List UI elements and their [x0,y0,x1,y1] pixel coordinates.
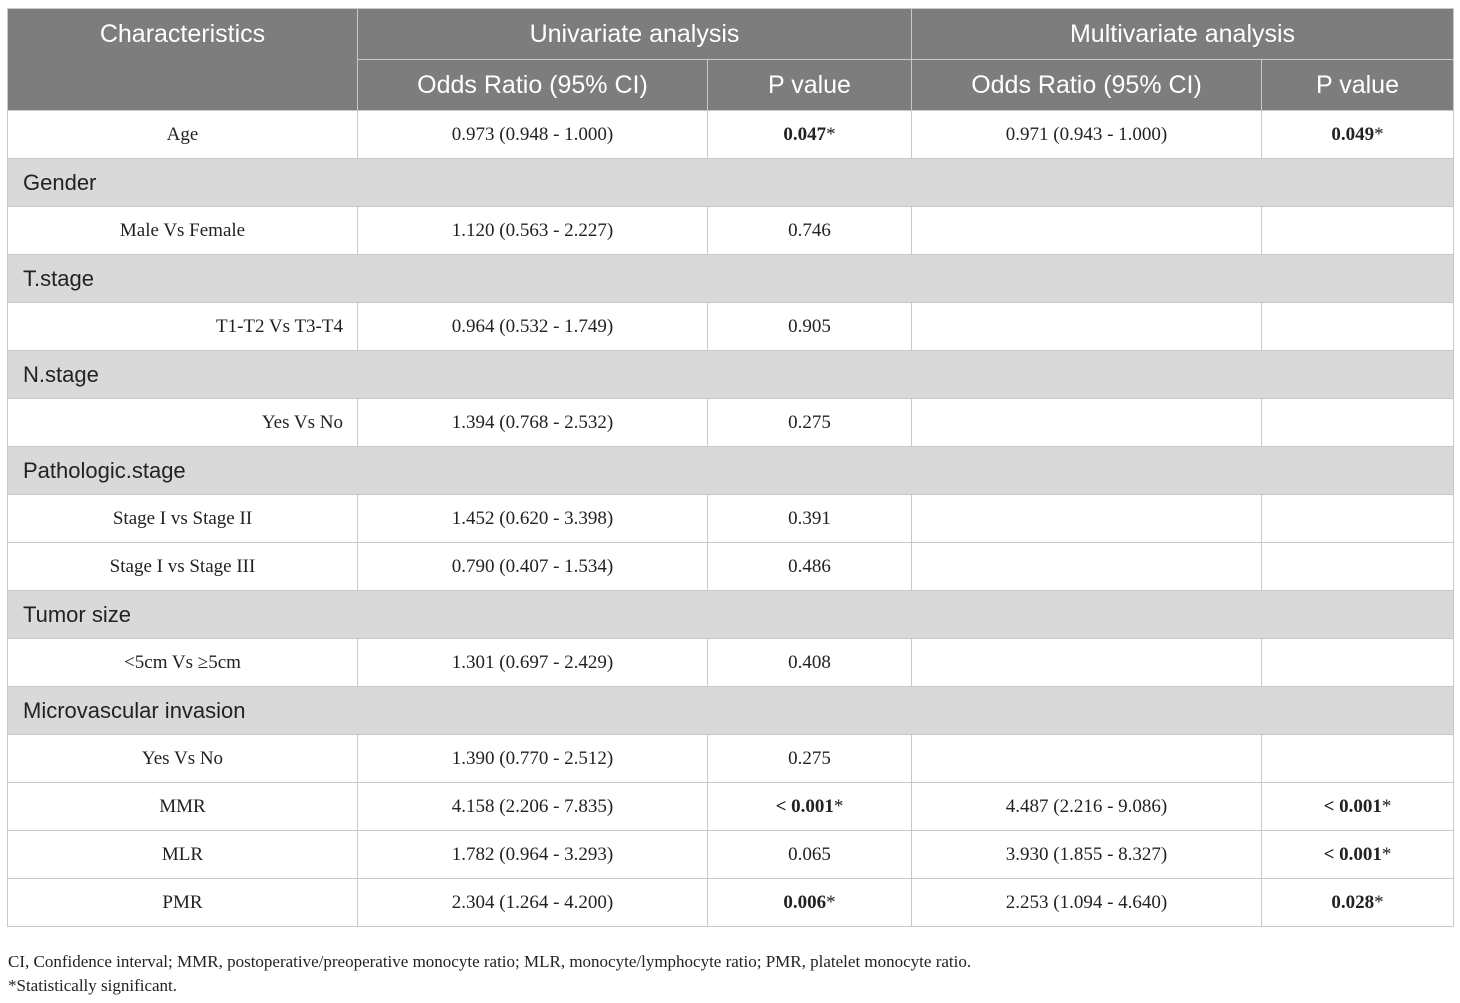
uni-odds-ratio-cell: 0.964 (0.532 - 1.749) [358,303,708,351]
significance-star: * [826,891,836,913]
multi-p-value-cell [1262,495,1454,543]
uni-odds-ratio-cell: 1.452 (0.620 - 3.398) [358,495,708,543]
uni-p-value-cell [708,495,912,543]
row-label: Stage I vs Stage II [8,495,358,543]
multi-p-value-cell [1262,207,1454,255]
significance-star: * [1381,843,1392,865]
header-univariate: Univariate analysis [358,9,912,60]
row-label: Male Vs Female [8,207,358,255]
header-characteristics: Characteristics [8,9,358,111]
multi-odds-ratio-cell: 4.487 (2.216 - 9.086) [912,783,1262,831]
p-value-number: 0.905 [788,315,831,337]
uni-odds-ratio-cell: 2.304 (1.264 - 4.200) [358,879,708,927]
table-row [8,111,1454,159]
uni-p-value-cell [708,735,912,783]
section-label: Microvascular invasion [8,687,1454,735]
results-table [7,8,1454,927]
p-value-number: 0.486 [788,555,831,577]
table-row [8,207,1454,255]
multi-p-value-cell [1262,879,1454,927]
header-multi-odds-ratio: Odds Ratio (95% CI) [912,60,1262,111]
row-label: PMR [8,879,358,927]
uni-p-value-cell [708,831,912,879]
multi-p-value-cell [1262,543,1454,591]
p-value-number: 0.408 [788,651,831,673]
section-label: Pathologic.stage [8,447,1454,495]
table-row [8,735,1454,783]
table-row [8,783,1454,831]
multi-odds-ratio-cell [912,495,1262,543]
multi-p-value-cell [1262,783,1454,831]
multi-p-value-cell [1262,639,1454,687]
header-uni-p-value: P value [708,60,912,111]
uni-p-value-cell [708,639,912,687]
significance-star: * [1374,891,1384,913]
multi-p-value-cell [1262,735,1454,783]
footnote-abbreviations: CI, Confidence interval; MMR, postoperative/preoperative monocyte ratio; MLR, monocyte/lymphocyte ratio; PMR, platelet monocyte ratio. [8,952,972,971]
row-label: Stage I vs Stage III [8,543,358,591]
uni-p-value-cell [708,399,912,447]
section-row [8,255,1454,303]
table-row [8,831,1454,879]
p-value-number: 0.006 [783,891,827,913]
uni-p-value-cell [708,111,912,159]
multi-p-value-cell [1262,831,1454,879]
p-value-prefix: < [1323,795,1340,817]
multi-odds-ratio-cell: 2.253 (1.094 - 4.640) [912,879,1262,927]
row-label: T1-T2 Vs T3-T4 [8,303,358,351]
p-value-number: 0.028 [1331,891,1375,913]
row-label: Age [8,111,358,159]
p-value-number: 0.049 [1331,123,1375,145]
p-value-number: 0.065 [788,843,831,865]
uni-odds-ratio-cell: 4.158 (2.206 - 7.835) [358,783,708,831]
row-label: Yes Vs No [8,399,358,447]
uni-p-value-cell [708,879,912,927]
p-value-number: 0.001 [791,795,834,817]
multi-p-value-cell [1262,303,1454,351]
multi-odds-ratio-cell [912,639,1262,687]
section-row [8,351,1454,399]
multi-odds-ratio-cell [912,303,1262,351]
uni-odds-ratio-cell: 1.120 (0.563 - 2.227) [358,207,708,255]
table-row [8,495,1454,543]
table-row [8,399,1454,447]
significance-star: * [1381,795,1392,817]
uni-p-value-cell [708,207,912,255]
uni-odds-ratio-cell: 1.390 (0.770 - 2.512) [358,735,708,783]
table-row [8,303,1454,351]
p-value-number: 0.275 [788,411,831,433]
multi-odds-ratio-cell: 3.930 (1.855 - 8.327) [912,831,1262,879]
multi-odds-ratio-cell [912,543,1262,591]
section-label: Gender [8,159,1454,207]
p-value-prefix: < [1323,843,1340,865]
uni-odds-ratio-cell: 0.790 (0.407 - 1.534) [358,543,708,591]
table-row [8,639,1454,687]
p-value-number: 0.001 [1339,795,1382,817]
significance-star: * [833,795,844,817]
row-label: MLR [8,831,358,879]
multi-odds-ratio-cell [912,399,1262,447]
p-value-number: 0.391 [788,507,831,529]
row-label: Yes Vs No [8,735,358,783]
table-body [8,111,1454,927]
multi-odds-ratio-cell [912,207,1262,255]
section-row [8,687,1454,735]
section-label: N.stage [8,351,1454,399]
p-value-number: 0.746 [788,219,831,241]
uni-p-value-cell [708,303,912,351]
p-value-number: 0.001 [1339,843,1382,865]
row-label: <5cm Vs ≥5cm [8,639,358,687]
section-row [8,591,1454,639]
significance-star: * [1374,123,1384,145]
section-label: T.stage [8,255,1454,303]
uni-odds-ratio-cell: 1.301 (0.697 - 2.429) [358,639,708,687]
table-header [8,9,1454,111]
header-uni-odds-ratio: Odds Ratio (95% CI) [358,60,708,111]
multi-odds-ratio-cell [912,735,1262,783]
section-row [8,159,1454,207]
uni-odds-ratio-cell: 0.973 (0.948 - 1.000) [358,111,708,159]
header-multi-p-value: P value [1262,60,1454,111]
multi-odds-ratio-cell: 0.971 (0.943 - 1.000) [912,111,1262,159]
footnote-significance: *Statistically significant. [8,976,178,995]
p-value-prefix: < [775,795,792,817]
header-multivariate: Multivariate analysis [912,9,1454,60]
section-label: Tumor size [8,591,1454,639]
row-label: MMR [8,783,358,831]
p-value-number: 0.047 [783,123,827,145]
uni-odds-ratio-cell: 1.782 (0.964 - 3.293) [358,831,708,879]
multi-p-value-cell [1262,111,1454,159]
uni-p-value-cell [708,543,912,591]
table-footnotes [8,950,971,998]
significance-star: * [826,123,836,145]
uni-odds-ratio-cell: 1.394 (0.768 - 2.532) [358,399,708,447]
uni-p-value-cell [708,783,912,831]
table-row [8,543,1454,591]
multi-p-value-cell [1262,399,1454,447]
p-value-number: 0.275 [788,747,831,769]
section-row [8,447,1454,495]
table-row [8,879,1454,927]
